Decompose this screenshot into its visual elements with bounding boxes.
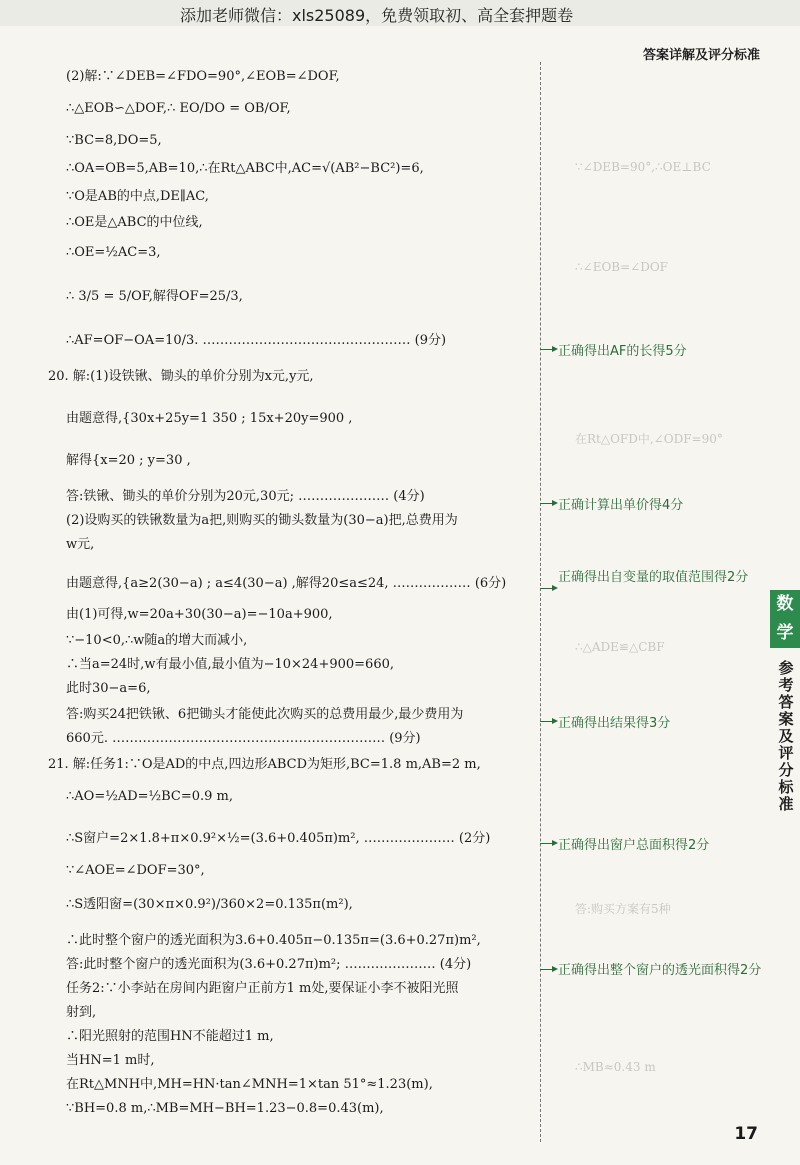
- solution-line: ∵∠AOE=∠DOF=30°,: [66, 863, 205, 878]
- page-header: 答案详解及评分标准: [642, 48, 760, 63]
- column-divider: [540, 62, 541, 1142]
- faint-text: ∵∠DEB=90°,∴OE⊥BC: [575, 160, 711, 174]
- solution-line: ∴OE是△ABC的中位线,: [66, 215, 203, 230]
- note-arrow: [540, 721, 556, 722]
- solution-line: 解得{x=20 ; y=30 ,: [66, 453, 191, 468]
- faint-text: 答:购买方案有5种: [575, 902, 671, 916]
- faint-text: ∴∠EOB=∠DOF: [575, 260, 668, 274]
- solution-line: 射到,: [66, 1005, 97, 1020]
- solution-line: ∴AO=½AD=½BC=0.9 m,: [66, 789, 234, 804]
- solution-line: 由(1)可得,w=20a+30(30−a)=−10a+900,: [66, 607, 333, 622]
- solution-line: ∴S窗户=2×1.8+π×0.9²×½=(3.6+0.405π)m², ………………… (2分): [66, 831, 491, 846]
- solution-line: 答:铁锹、锄头的单价分别为20元,30元; ………………… (4分): [66, 489, 425, 504]
- note-arrow: [540, 503, 556, 504]
- solution-line: 在Rt△MNH中,MH=HN·tan∠MNH=1×tan 51°≈1.23(m),: [66, 1077, 433, 1092]
- solution-line: ∵BC=8,DO=5,: [66, 133, 162, 148]
- solution-line: 由题意得,{30x+25y=1 350 ; 15x+20y=900 ,: [66, 411, 353, 426]
- grading-note: 正确得出自变量的取值范围得2分: [558, 570, 749, 585]
- solution-line: ∴OE=½AC=3,: [66, 245, 161, 260]
- solution-line: 此时30−a=6,: [66, 681, 151, 696]
- solution-line: w元,: [66, 537, 95, 552]
- page-number: 17: [734, 1124, 758, 1144]
- solution-line: ∴阳光照射的范围HN不能超过1 m,: [66, 1029, 274, 1044]
- solution-line: 660元. ……………………………………………………… (9分): [66, 731, 421, 746]
- solution-line: 当HN=1 m时,: [66, 1053, 155, 1068]
- note-arrow: [540, 843, 556, 844]
- solution-line: 答:购买24把铁锹、6把锄头才能使此次购买的总费用最少,最少费用为: [66, 707, 464, 722]
- solution-line: ∴当a=24时,w有最小值,最小值为−10×24+900=660,: [66, 657, 394, 672]
- subject-tab: 数学: [770, 590, 800, 648]
- question-21-heading: 21. 解:任务1:∵O是AD的中点,四边形ABCD为矩形,BC=1.8 m,AB=2 m,: [48, 757, 481, 772]
- note-arrow: [540, 588, 556, 589]
- question-20-heading: 20. 解:(1)设铁锹、锄头的单价分别为x元,y元,: [48, 369, 314, 384]
- solution-line: (2)设购买的铁锹数量为a把,则购买的锄头数量为(30−a)把,总费用为: [66, 513, 458, 528]
- note-arrow: [540, 349, 556, 350]
- solution-line: ∴ 3/5 = 5/OF,解得OF=25/3,: [66, 289, 243, 304]
- solution-line: (2)解:∵∠DEB=∠FDO=90°,∠EOB=∠DOF,: [66, 69, 340, 84]
- solution-line: 任务2:∵小李站在房间内距窗户正前方1 m处,要保证小李不被阳光照: [66, 981, 459, 996]
- grading-note: 正确得出窗户总面积得2分: [558, 838, 710, 853]
- solution-line: ∴S透阳窗=(30×π×0.9²)/360×2=0.135π(m²),: [66, 897, 353, 912]
- faint-text: ∴MB≈0.43 m: [575, 1060, 656, 1074]
- solution-line: ∵BH=0.8 m,∴MB=MH−BH=1.23−0.8=0.43(m),: [66, 1101, 384, 1116]
- solution-line: ∴AF=OF−OA=10/3. ………………………………………… (9分): [66, 333, 447, 348]
- faint-text: ∴△ADE≌△CBF: [575, 640, 665, 654]
- note-arrow: [540, 969, 556, 970]
- solution-line: ∴此时整个窗户的透光面积为3.6+0.405π−0.135π=(3.6+0.27π)m²,: [66, 933, 481, 948]
- solution-line: ∵−10<0,∴w随a的增大而减小,: [66, 633, 248, 648]
- grading-note: 正确计算出单价得4分: [558, 498, 684, 513]
- grading-note: 正确得出结果得3分: [558, 716, 671, 731]
- section-title-vertical: 参考答案及评分标准: [778, 659, 794, 813]
- solution-line: 由题意得,{a≥2(30−a) ; a≤4(30−a) ,解得20≤a≤24, ……………… (6分): [66, 576, 507, 591]
- solution-line: 答:此时整个窗户的透光面积为(3.6+0.27π)m²; ………………… (4分): [66, 957, 472, 972]
- grading-note: 正确得出整个窗户的透光面积得2分: [558, 963, 762, 978]
- grading-note: 正确得出AF的长得5分: [558, 344, 687, 359]
- solution-line: ∵O是AB的中点,DE∥AC,: [66, 189, 209, 204]
- watermark: 添加老师微信：xls25089，免费领取初、高全套押题卷: [180, 6, 574, 25]
- solution-line: ∴OA=OB=5,AB=10,∴在Rt△ABC中,AC=√(AB²−BC²)=6,: [66, 161, 424, 176]
- solution-line: ∴△EOB∽△DOF,∴ EO/DO = OB/OF,: [66, 101, 291, 116]
- faint-text: 在Rt△OFD中,∠ODF=90°: [575, 432, 723, 446]
